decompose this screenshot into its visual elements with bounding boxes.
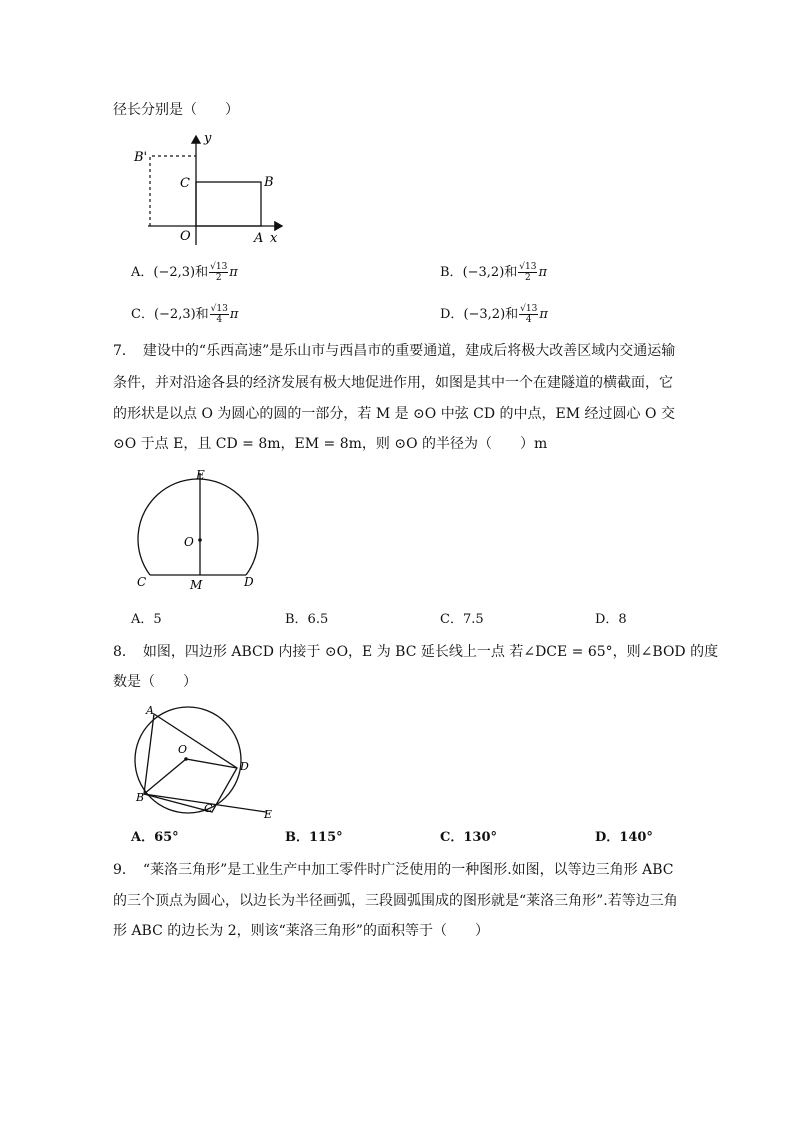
q7-option-a[interactable]: A．5 <box>131 612 162 627</box>
center-point-O <box>198 538 202 542</box>
q9-line-2: 的三个顶点为圆心，以边长为半径画弧，三段圆弧围成的图形就是“莱洛三角形”.若等边三角 <box>113 893 678 909</box>
q8-option-c[interactable]: C．130° <box>440 830 497 845</box>
label-B-prime: B' <box>134 150 148 165</box>
label-O: O <box>180 229 191 244</box>
label-O: O <box>178 743 188 756</box>
q9-line-1: 9． “莱洛三角形”是工业生产中加工零件时广泛使用的一种图形.如图，以等边三角形 ABC <box>113 862 674 878</box>
label-D: D <box>240 760 249 773</box>
label-x: x <box>270 231 278 246</box>
q7-line-2: 条件，并对沿途各县的经济发展有极大地促进作用，如图是其中一个在建隧道的横截面，它 <box>113 375 673 391</box>
q8-line-1: 8． 如图，四边形 ABCD 内接于 ⊙O，E 为 BC 延长线上一点 若∠DCE = 65°，则∠BOD 的度 <box>113 644 719 660</box>
label-y: y <box>204 131 212 146</box>
center-point-O <box>184 757 188 761</box>
label-M: M <box>190 578 203 592</box>
q7-option-d[interactable]: D．8 <box>595 612 627 627</box>
q7-option-b[interactable]: B．6.5 <box>285 612 329 627</box>
label-E: E <box>264 808 273 821</box>
label-O: O <box>184 535 194 549</box>
label-D: D <box>244 575 254 589</box>
q7-line-3: 的形状是以点 O 为圆心的圆的一部分，若 M 是 ⊙O 中弦 CD 的中点，EM 经过圆心 O 交 <box>113 406 675 422</box>
q6-stem-tail: 径长分别是（ ） <box>113 102 239 118</box>
q7-tunnel-figure <box>132 465 282 595</box>
q6-option-c[interactable]: C．(−2,3)和 $\frac{√13}{4}$ π <box>131 304 239 325</box>
label-C: C <box>137 575 147 589</box>
label-A: A <box>254 231 264 246</box>
q6-option-a[interactable]: A．(−2,3)和 $\frac{√13}{2}$ π <box>131 262 238 283</box>
q8-option-a[interactable]: A．65° <box>131 830 179 845</box>
q6-option-d[interactable]: D．(−3,2)和 $\frac{√13}{4}$ π <box>440 304 548 325</box>
tunnel-arc <box>138 479 258 575</box>
q7-line-1: 7． 建设中的“乐西高速”是乐山市与西昌市的重要通道，建成后将极大改善区域内交通运输 <box>113 343 676 359</box>
radii-OB-OD <box>144 759 237 794</box>
label-B: B <box>264 175 274 190</box>
q8-circle-figure <box>130 702 300 822</box>
label-C: C <box>180 176 190 191</box>
label-B: B <box>136 791 145 804</box>
q9-line-3: 形 ABC 的边长为 2，则该“莱洛三角形”的面积等于（ ） <box>113 923 489 939</box>
q6-option-b[interactable]: B．(−3,2)和 $\frac{√13}{2}$ π <box>440 262 548 283</box>
label-E: E <box>196 468 205 482</box>
q8-option-d[interactable]: D．140° <box>595 830 653 845</box>
q8-line-2: 数是（ ） <box>113 674 197 690</box>
rotated-dashed-lines <box>150 156 196 226</box>
quadrilateral-ABCD <box>144 714 237 812</box>
label-C: C <box>204 802 213 815</box>
label-A: A <box>146 704 154 717</box>
q6-coordinate-figure <box>130 130 290 245</box>
q7-option-c[interactable]: C．7.5 <box>440 612 484 627</box>
q8-option-b[interactable]: B．115° <box>285 830 343 845</box>
q7-line-4: ⊙O 于点 E，且 CD = 8m，EM = 8m，则 ⊙O 的半径为（ ）m <box>113 436 548 452</box>
rectangle-OABC <box>196 182 261 226</box>
